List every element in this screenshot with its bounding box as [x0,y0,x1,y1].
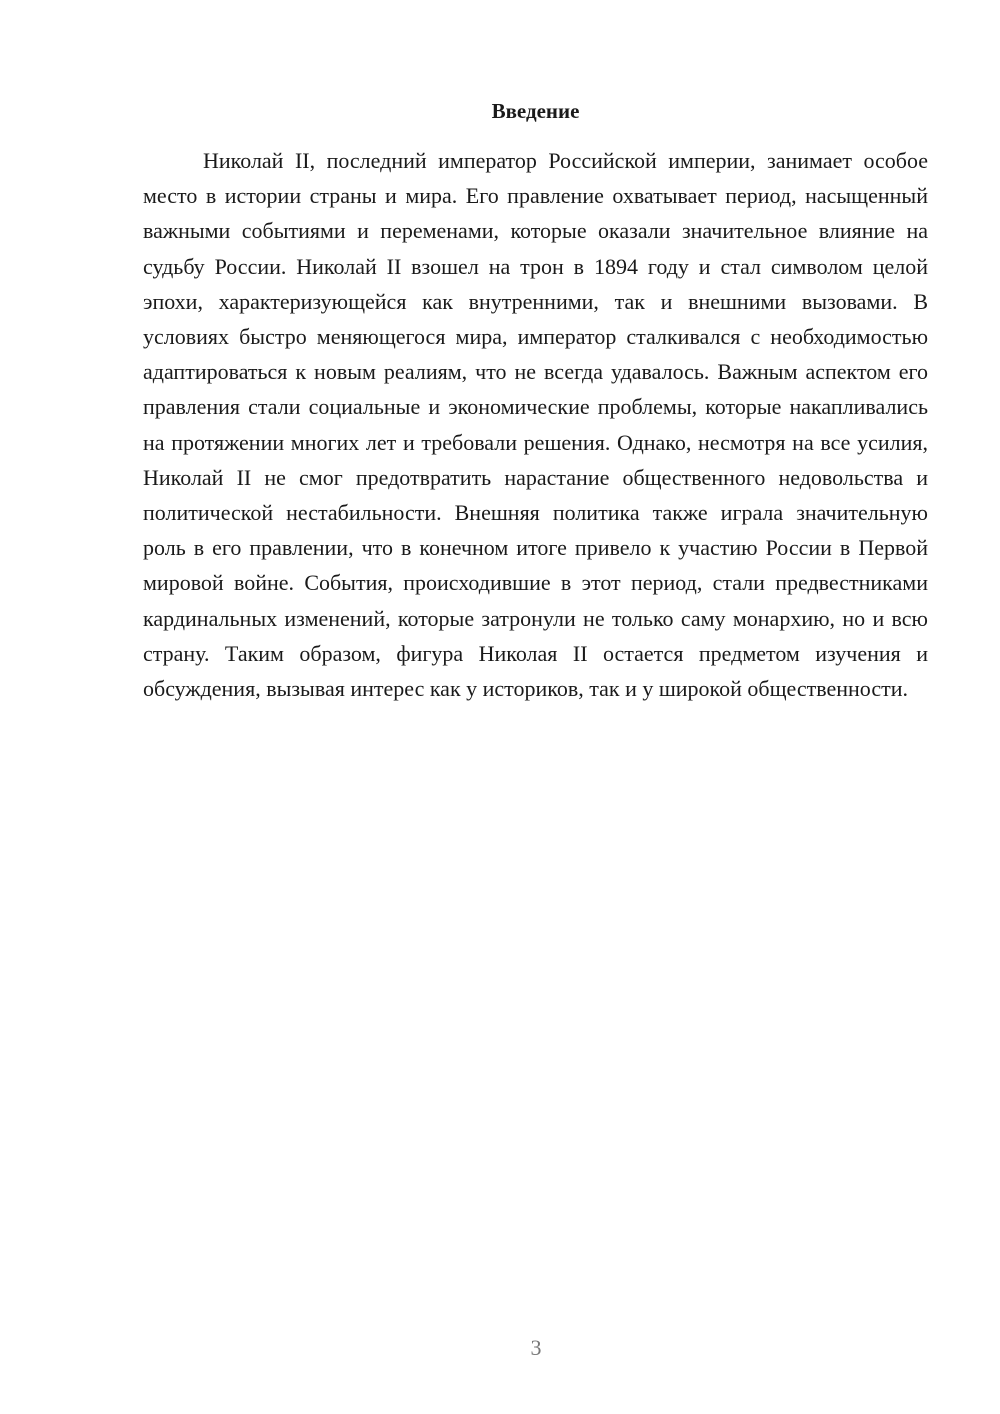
page-number: 3 [530,1335,542,1360]
body-paragraph: Николай II, последний император Российской империи, занимает особое место в истории страны и мира. Его правление охватывает период, насыщенный важными событиями и переменами, которые оказали значительное влияние на судьбу России. Николай II взошел на трон в 1894 году и стал символом целой эпохи, характеризующейся как внутренними, так и внешними вызовами. В условиях быстро меняющегося мира, император сталкивался с необходимостью адаптироваться к новым реалиям, что не всегда удавалось. Важным аспектом его правления стали социальные и экономические проблемы, которые накапливались на протяжении многих лет и требовали решения. Однако, несмотря на все усилия, Николай II не смог предотвратить нарастание общественного недовольства и политической нестабильности. Внешняя политика также играла значительную роль в его правлении, что в конечном итоге привело к участию России в Первой мировой войне. События, происходившие в этот период, стали предвестниками кардинальных изменений, которые затронули не только саму монархию, но и всю страну. Таким образом, фигура Николая II остается предметом изучения и обсуждения, вызывая интерес как у историков, так и у широкой общественности. [143,148,928,702]
section-heading: Введение [491,99,580,123]
